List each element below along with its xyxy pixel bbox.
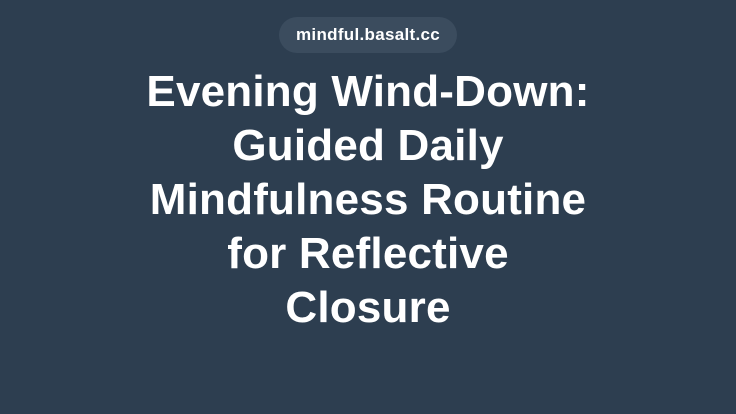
page-title-line: Evening Wind-Down:	[146, 67, 590, 116]
page-title-line: Closure	[285, 283, 451, 332]
page-title-line: for Reflective	[227, 229, 509, 278]
page-title	[146, 65, 589, 335]
page-title-line: Mindfulness Routine	[149, 175, 587, 224]
page-title-line: Guided Daily	[232, 121, 504, 170]
domain-badge-label: mindful.basalt.cc	[296, 25, 440, 44]
domain-badge	[279, 17, 457, 53]
